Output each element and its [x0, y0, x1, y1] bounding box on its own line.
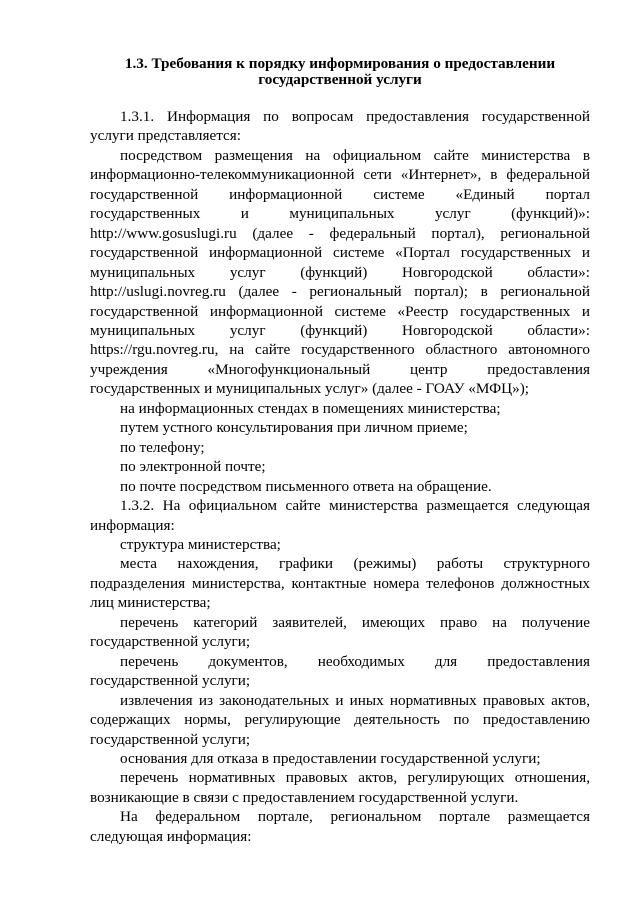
- paragraph-website-placement: посредством размещения на официальном сайте министерства в информационно-телекоммуникационной сети «Интернет», в федеральной государственной информационной системе «Единый портал государственных и муниципальных услуг (функций)»: http://www.gosuslugi.ru (далее - федеральный портал), региональной государственной информационной системе «Портал государственных и муниципальных услуг (функций) Новгородской области»: http://uslugi.novreg.ru (далее - региональный портал); в региональной государственной информационной системе «Реестр государственных и муниципальных услуг (функций) Новгородской области»: https://rgu.novreg.ru, на сайте государственного областного автономного учреждения «Многофункциональный центр предоставления государственных и муниципальных услуг» (далее - ГОАУ «МФЦ»);: [90, 146, 590, 398]
- paragraph-phone: по телефону;: [120, 438, 205, 456]
- paragraph-oral-consulting: путем устного консультирования при личном приеме;: [120, 419, 468, 437]
- paragraph-legal-extracts: извлечения из законодательных и иных нормативных правовых актов, содержащих нормы, регулирующие деятельность по предоставлению государственной услуги;: [90, 691, 590, 748]
- section-heading-line-1: 1.3. Требования к порядку информирования о предоставлении: [124, 55, 556, 72]
- section-heading-line-2: государственной услуги: [258, 70, 422, 88]
- paragraph-1-3-2: 1.3.2. На официальном сайте министерства размещается следующая информация:: [90, 497, 590, 534]
- paragraph-applicant-categories: перечень категорий заявителей, имеющих право на получение государственной услуги;: [90, 613, 590, 651]
- paragraph-refusal-grounds: основания для отказа в предоставлении государственной услуги;: [120, 749, 541, 767]
- paragraph-documents-list: перечень документов, необходимых для предоставления государственной услуги;: [90, 652, 590, 690]
- paragraph-structure: структура министерства;: [120, 535, 281, 553]
- paragraph-postal: по почте посредством письменного ответа на обращение.: [120, 477, 492, 495]
- section-heading: [90, 56, 590, 87]
- paragraph-regulatory-acts: перечень нормативных правовых актов, регулирующих отношения, возникающие в связи с предоставлением государственной услуги.: [90, 769, 590, 806]
- paragraph-1-3-1: 1.3.1. Информация по вопросам предоставления государственной услуги представляется:: [90, 108, 590, 145]
- document-body: [90, 107, 590, 846]
- paragraph-info-stands: на информационных стендах в помещениях министерства;: [120, 399, 501, 417]
- paragraph-portal-info: На федеральном портале, региональном портале размещается следующая информация:: [90, 808, 590, 845]
- paragraph-email: по электронной почте;: [120, 458, 266, 476]
- paragraph-locations-schedules: места нахождения, графики (режимы) работы структурного подразделения министерства, контактные номера телефонов должностных лиц министерства;: [90, 555, 590, 612]
